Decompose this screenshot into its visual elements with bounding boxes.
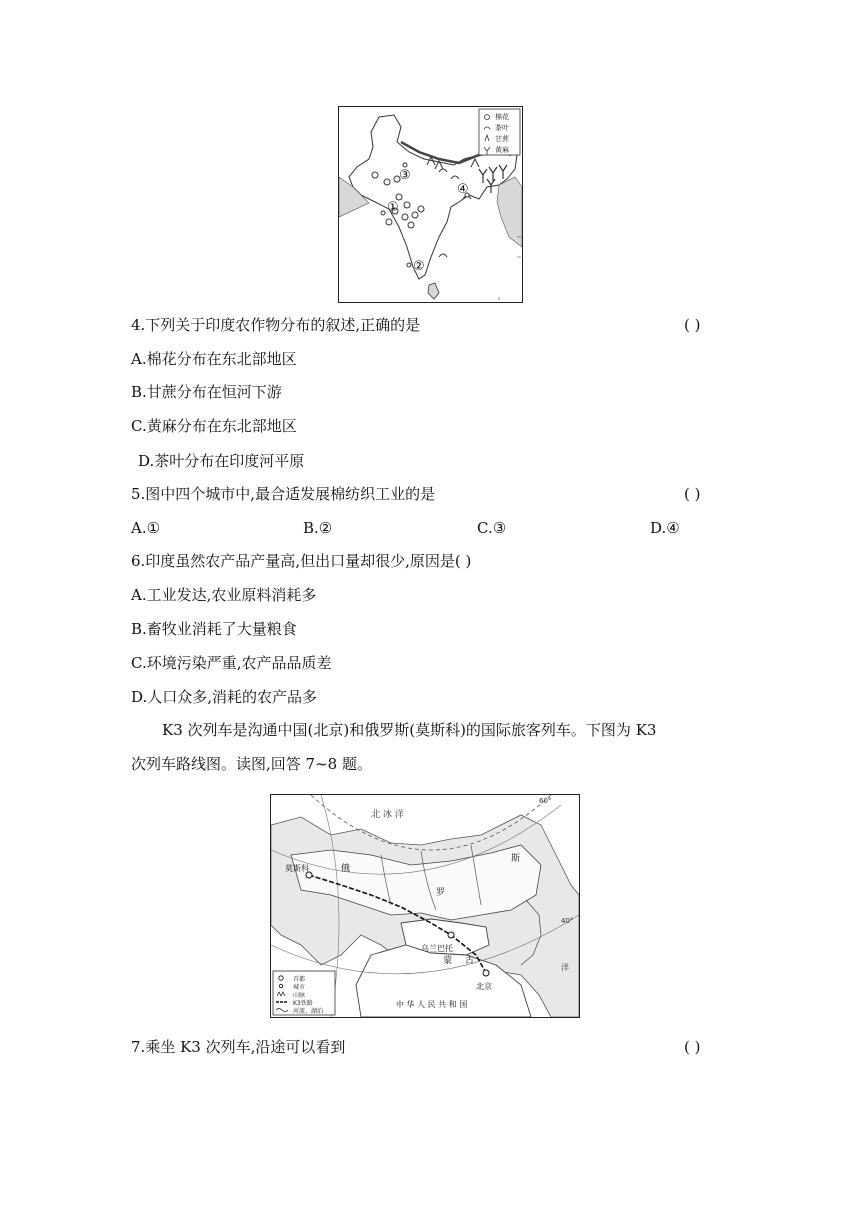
russia-label-3: 斯 [511,854,521,864]
russia-label-2: 罗 [436,888,446,898]
legend-capital: 首都 [293,976,306,983]
russia-label-1: 俄 [341,864,351,874]
beijing-label: 北京 [476,982,492,991]
moscow-label: 莫斯科 [285,864,309,873]
q4-option-a: A.棉花分布在东北部地区 [131,350,297,368]
k3-route-map [270,794,580,1018]
beijing-dot [483,970,489,976]
legend-sugarcane: 甘蔗 [495,135,509,143]
mongolia-label-1: 蒙 [443,956,453,966]
ulaanbaatar-dot [448,932,454,938]
sea-label: 洋 [561,963,569,972]
ulaanbaatar-label: 乌兰巴托 [421,944,453,953]
q7-stem: 7.乘坐 K3 次列车,沿途可以看到 [131,1038,346,1056]
marker-2: ② [413,259,425,274]
legend-city: 城市 [293,984,306,991]
q6-option-c: C.环境污染严重,农产品品质差 [131,654,332,672]
q6-stem: 6.印度虽然农产品产量高,但出口量却很少,原因是( ) [131,552,472,570]
legend-river: 河流、湖泊 [293,1008,324,1015]
route-map-svg [271,795,579,1017]
china-label: 中 华 人 民 共 和 国 [396,1000,468,1009]
q5-option-a: A.① [131,519,161,537]
q5-option-d: D.④ [650,519,680,537]
q7-answer-paren[interactable]: ( ) [684,1038,701,1056]
mongolia-label-2: 古 [465,956,475,966]
q4-stem: 4.下列关于印度农作物分布的叙述,正确的是 [131,316,421,334]
marker-4: ④ [457,182,469,197]
myanmar-region [497,177,522,247]
q4-option-d: D.茶叶分布在印度河平原 [138,452,305,470]
q5-stem: 5.图中四个城市中,最合适发展棉纺织工业的是 [131,485,436,503]
map-ticks [499,237,521,300]
q5-answer-paren[interactable]: ( ) [684,485,701,503]
lat-60-label: 60° [539,797,552,805]
q5-option-c: C.③ [477,519,507,537]
k3-intro-line1: K3 次列车是沟通中国(北京)和俄罗斯(莫斯科)的国际旅客列车。下图为 K3 [162,721,657,739]
marker-1: ① [387,200,399,215]
legend-mountain: 山脉 [293,992,306,999]
marker-3: ③ [399,168,411,183]
q5-option-b: B.② [303,519,333,537]
lat-40-label: 40° [561,917,574,925]
q6-option-d: D.人口众多,消耗的农产品多 [131,688,318,706]
india-map-svg [339,107,522,302]
legend-railway: K3铁路 [293,1000,313,1007]
sri-lanka [428,283,439,299]
legend-tea: 茶叶 [495,124,509,132]
ocean-label: 北 冰 洋 [371,810,404,820]
q4-option-c: C.黄麻分布在东北部地区 [131,417,297,435]
k3-intro-line2: 次列车路线图。读图,回答 7~8 题。 [131,755,372,773]
q6-option-b: B.畜牧业消耗了大量粮食 [131,620,297,638]
q4-option-b: B.甘蔗分布在恒河下游 [131,383,282,401]
legend-jute: 黄麻 [495,146,509,154]
q4-answer-paren[interactable]: ( ) [684,316,701,334]
legend-city-icon [279,984,282,987]
q6-option-a: A.工业发达,农业原料消耗多 [131,586,317,604]
legend-cotton: 棉花 [495,113,509,121]
india-crop-map [338,106,523,303]
